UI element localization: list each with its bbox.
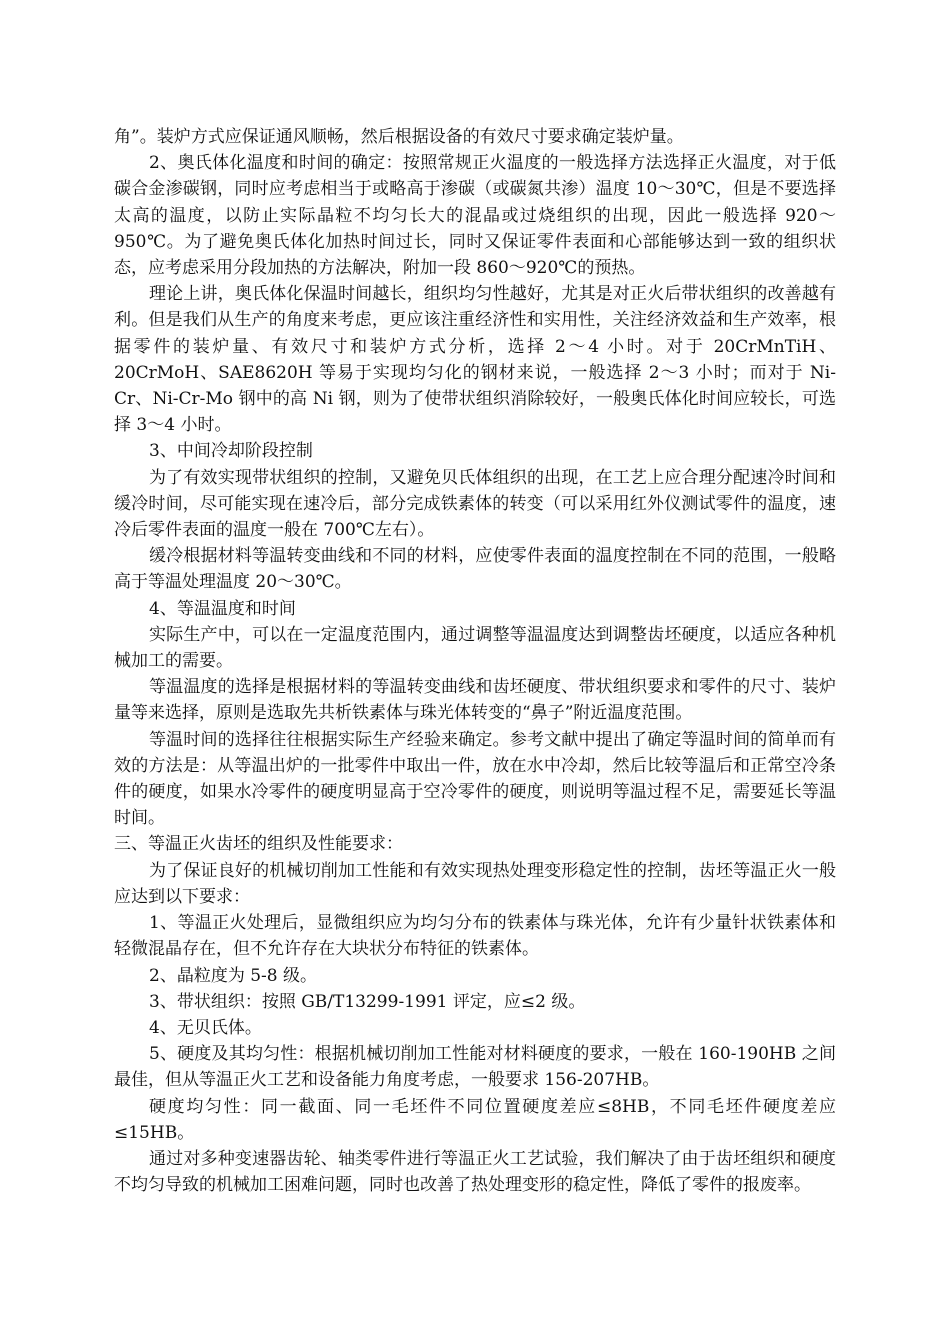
- section-heading-requirements: 三、等温正火齿坯的组织及性能要求：: [114, 834, 403, 855]
- requirement-hardness: 5、硬度及其均匀性：根据机械切削加工性能对材料硬度的要求，一般在 160-190HB 之间最佳，但从等温正火工艺和设备能力角度考虑，一般要求 156-207HB。: [114, 1044, 836, 1091]
- paragraph-requirements-intro: 为了保证良好的机械切削加工性能和有效实现热处理变形稳定性的控制，齿坯等温正火一般应达到以下要求：: [114, 860, 836, 907]
- requirement-hardness-uniformity: 硬度均匀性：同一截面、同一毛坯件不同位置硬度差应≤8HB，不同毛坯件硬度差应≤15HB。: [114, 1096, 836, 1143]
- requirement-no-bainite: 4、无贝氏体。: [149, 1017, 262, 1038]
- paragraph-production-adjustment: 实际生产中，可以在一定温度范围内，通过调整等温温度达到调整齿坯硬度，以适应各种机械加工的需要。: [114, 624, 836, 672]
- requirement-grain-size: 2、晶粒度为 5-8 级。: [149, 965, 317, 986]
- document-body: [114, 124, 836, 1198]
- paragraph-isothermal-time-selection: 等温时间的选择往往根据实际生产经验来确定。参考文献中提出了确定等温时间的简单而有效的方法是：从等温出炉的一批零件中取出一件，放在水中冷却，然后比较等温后和正常空冷条件的硬度，如果水冷零件的硬度明显高于空冷零件的硬度，则说明等温过程不足，需要延长等温时间。: [114, 729, 836, 829]
- paragraph-holding-time: 理论上讲，奥氏体化保温时间越长，组织均匀性越好，尤其是对正火后带状组织的改善越有利。但是我们从生产的角度来考虑，更应该注重经济性和实用性，关注经济效益和生产效率，根据零件的装炉量、有效尺寸和装炉方式分析，选择 2～4 小时。对于 20CrMnTiH、20CrMoH、SAE8620H 等易于实现均匀化的钢材来说，一般选择 2～3 小时；而对于 Ni-Cr、Ni-Cr-Mo 钢中的高 Ni 钢，则为了使带状组织消除较好，一般奥氏体化时间应较长，可选择 3～4 小时。: [114, 284, 836, 436]
- requirement-banded-structure: 3、带状组织：按照 GB/T13299-1991 评定，应≤2 级。: [149, 991, 586, 1012]
- requirement-microstructure: 1、等温正火处理后，显微组织应为均匀分布的铁素体与珠光体，允许有少量针状铁素体和轻微混晶存在，但不允许存在大块状分布特征的铁素体。: [114, 913, 836, 960]
- heading-intermediate-cooling: 3、中间冷却阶段控制: [149, 441, 313, 462]
- paragraph-slow-cooling: 缓冷根据材料等温转变曲线和不同的材料，应使零件表面的温度控制在不同的范围，一般略高于等温处理温度 20～30℃。: [114, 546, 836, 593]
- heading-isothermal-temperature-time: 4、等温温度和时间: [149, 598, 296, 619]
- paragraph-conclusion: 通过对多种变速器齿轮、轴类零件进行等温正火工艺试验，我们解决了由于齿坯组织和硬度不均匀导致的机械加工困难问题，同时也改善了热处理变形的稳定性，降低了零件的报废率。: [114, 1148, 836, 1196]
- paragraph-cooling-allocation: 为了有效实现带状组织的控制，又避免贝氏体组织的出现，在工艺上应合理分配速冷时间和缓冷时间，尽可能实现在速冷后，部分完成铁素体的转变（可以采用红外仪测试零件的温度，速冷后零件表面的温度一般在 700℃左右）。: [114, 467, 836, 541]
- paragraph-loading-method: 角”。装炉方式应保证通风顺畅，然后根据设备的有效尺寸要求确定装炉量。: [114, 127, 684, 147]
- paragraph-isothermal-temperature-selection: 等温温度的选择是根据材料的等温转变曲线和齿坯硬度、带状组织要求和零件的尺寸、装炉量等来选择，原则是选取先共析铁素体与珠光体转变的“鼻子”附近温度范围。: [114, 677, 836, 724]
- paragraph-austenitizing-temperature: 2、奥氏体化温度和时间的确定：按照常规正火温度的一般选择方法选择正火温度，对于低碳合金渗碳钢，同时应考虑相当于或略高于渗碳（或碳氮共渗）温度 10～30℃，但是不要选择太高的温度，以防止实际晶粒不均匀长大的混晶或过烧组织的出现，因此一般选择 920～950℃。为了避免奥氏体化加热时间过长，同时又保证零件表面和心部能够达到一致的组织状态，应考虑采用分段加热的方法解决，附加一段 860～920℃的预热。: [114, 153, 836, 279]
